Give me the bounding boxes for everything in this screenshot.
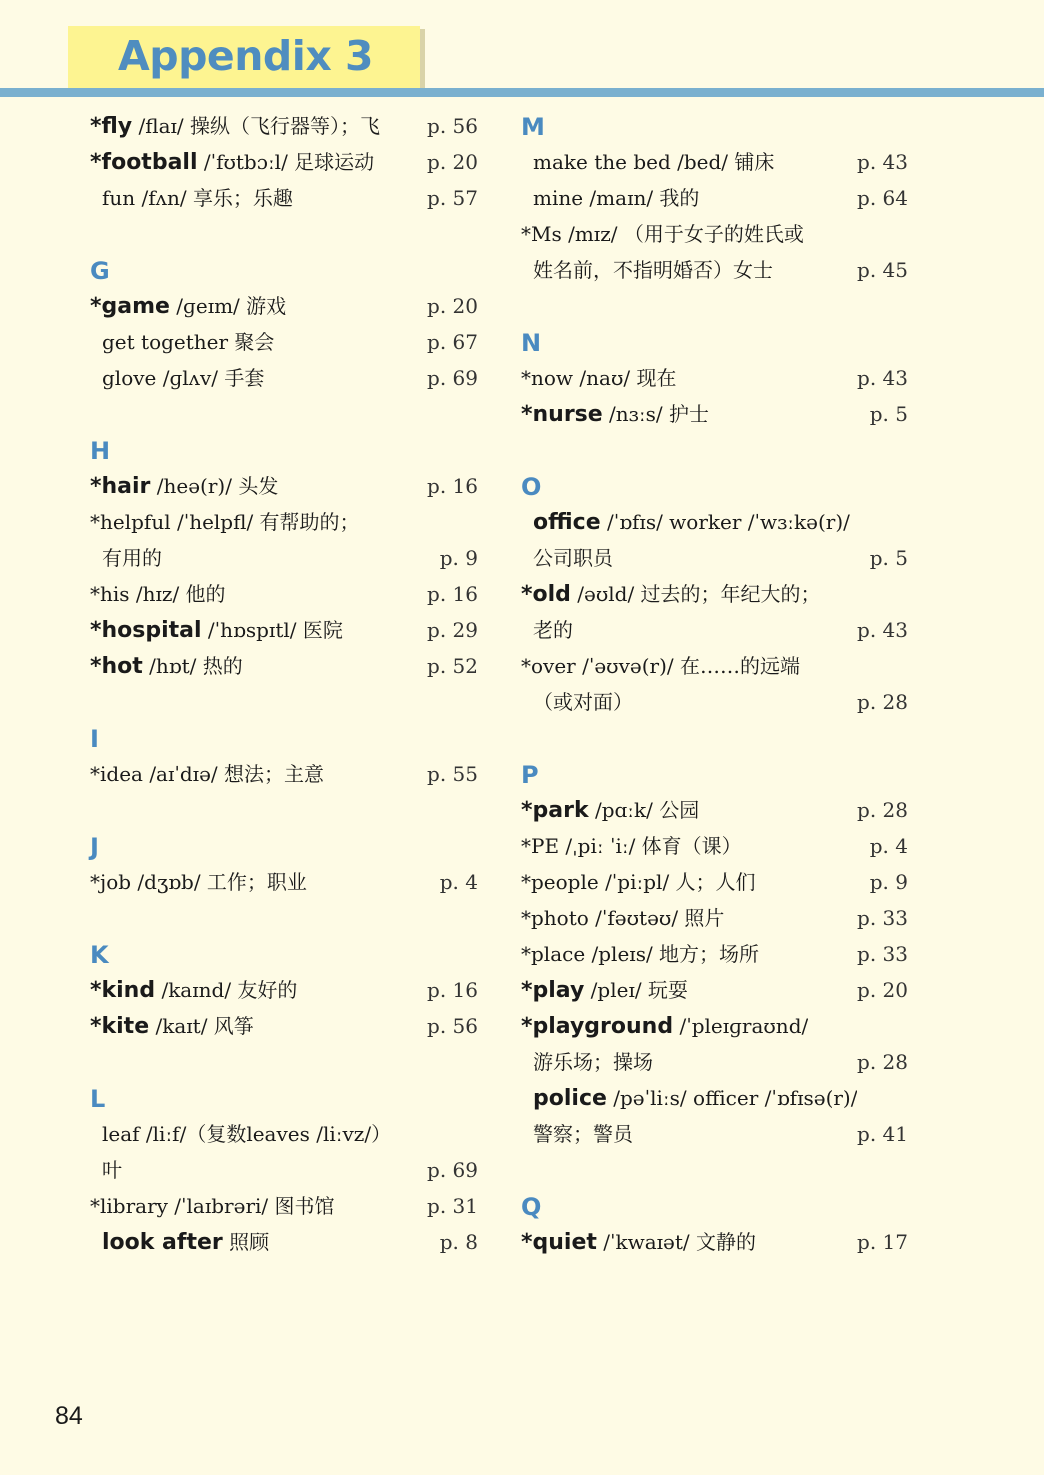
page-reference: p. 43 bbox=[857, 366, 908, 390]
entry-definition: /ˈɒfɪs/ worker /ˈwɜːkə(r)/ bbox=[600, 509, 850, 534]
page-reference: p. 43 bbox=[857, 150, 908, 174]
page-reference: p. 28 bbox=[857, 798, 908, 822]
glossary-entry bbox=[521, 396, 908, 432]
glossary-entry bbox=[90, 576, 478, 612]
entry-text bbox=[521, 360, 676, 396]
page-reference: p. 5 bbox=[869, 546, 908, 570]
headword: *play bbox=[521, 977, 585, 1003]
entry-definition: *people /ˈpiːpl/ 人；人们 bbox=[521, 870, 756, 894]
entry-text bbox=[90, 468, 278, 505]
page-number: 84 bbox=[55, 1402, 83, 1430]
glossary-entry bbox=[90, 144, 478, 180]
entry-definition: *idea /aɪˈdɪə/ 想法；主意 bbox=[90, 762, 325, 786]
entry-definition: /ɡeɪm/ 游戏 bbox=[169, 293, 287, 318]
entry-definition: /ˈhɒspɪtl/ 医院 bbox=[201, 617, 343, 642]
glossary-entry bbox=[521, 180, 908, 216]
entry-text bbox=[90, 612, 343, 649]
glossary-entry bbox=[521, 792, 908, 828]
entry-text bbox=[521, 504, 850, 541]
entry-definition: leaf /liːf/（复数leaves /liːvz/） bbox=[102, 1122, 392, 1146]
glossary-entry bbox=[90, 648, 478, 684]
page-reference: p. 57 bbox=[427, 186, 478, 210]
headword: *hot bbox=[90, 653, 143, 679]
right-column bbox=[521, 108, 908, 1296]
entry-text bbox=[521, 1116, 633, 1152]
entry-definition: 叶 bbox=[102, 1158, 122, 1182]
glossary-entry bbox=[521, 1116, 908, 1152]
page-reference: p. 20 bbox=[427, 150, 478, 174]
page-reference: p. 17 bbox=[857, 1230, 908, 1254]
headword: *playground bbox=[521, 1013, 674, 1039]
entry-text bbox=[521, 1044, 653, 1080]
glossary-entry bbox=[521, 900, 908, 936]
page-reference: p. 67 bbox=[427, 330, 478, 354]
page-reference: p. 9 bbox=[869, 870, 908, 894]
entry-definition: make the bed /bed/ 铺床 bbox=[533, 150, 775, 174]
section-letter: I bbox=[90, 725, 99, 753]
entry-definition: *library /ˈlaɪbrəri/ 图书馆 bbox=[90, 1194, 335, 1218]
entry-text bbox=[90, 180, 293, 216]
entry-text bbox=[90, 360, 264, 396]
entry-definition: glove /ɡlʌv/ 手套 bbox=[102, 366, 265, 390]
entry-definition: /kaɪnd/ 友好的 bbox=[155, 977, 298, 1002]
headword: police bbox=[533, 1085, 607, 1111]
headword: *quiet bbox=[521, 1229, 597, 1255]
entry-definition: 有用的 bbox=[102, 546, 162, 570]
page-title: Appendix 3 bbox=[118, 32, 374, 80]
entry-definition: /pleɪ/ 玩耍 bbox=[584, 977, 688, 1002]
section-letter: G bbox=[90, 257, 110, 285]
entry-text bbox=[521, 216, 804, 252]
glossary-entry bbox=[521, 216, 908, 252]
glossary-entry bbox=[90, 288, 478, 324]
headword: *kite bbox=[90, 1013, 150, 1039]
entry-definition: /ˈfʊtbɔːl/ 足球运动 bbox=[197, 149, 375, 174]
entry-text bbox=[90, 1188, 335, 1224]
section-letter: H bbox=[90, 437, 111, 465]
glossary-entry bbox=[521, 252, 908, 288]
entry-text bbox=[90, 756, 324, 792]
entry-text bbox=[521, 396, 709, 433]
page-reference: p. 5 bbox=[869, 402, 908, 426]
page-reference: p. 16 bbox=[427, 978, 478, 1002]
page-reference: p. 20 bbox=[427, 294, 478, 318]
headword: *hospital bbox=[90, 617, 202, 643]
page-reference: p. 8 bbox=[439, 1230, 478, 1254]
section-letter: J bbox=[90, 833, 99, 861]
glossary-section bbox=[90, 108, 478, 216]
entry-definition: 公司职员 bbox=[533, 546, 613, 570]
glossary-entry bbox=[90, 360, 478, 396]
page-reference: p. 16 bbox=[427, 582, 478, 606]
glossary-entry bbox=[521, 612, 908, 648]
entry-definition: *Ms /mɪz/ （用于女子的姓氏或 bbox=[521, 222, 804, 246]
glossary-entry bbox=[90, 1152, 478, 1188]
page-reference: p. 52 bbox=[427, 654, 478, 678]
glossary-entry bbox=[521, 1044, 908, 1080]
left-column bbox=[90, 108, 478, 1296]
entry-definition: *PE /ˌpiː ˈiː/ 体育（课） bbox=[521, 834, 742, 858]
glossary-entry bbox=[90, 504, 478, 540]
headword: *game bbox=[90, 293, 170, 319]
entry-definition: *helpful /ˈhelpfl/ 有帮助的； bbox=[90, 510, 360, 534]
entry-definition: *now /naʊ/ 现在 bbox=[521, 366, 677, 390]
entry-definition: /əʊld/ 过去的；年纪大的； bbox=[570, 581, 821, 606]
page-reference: p. 28 bbox=[857, 690, 908, 714]
page-reference: p. 16 bbox=[427, 474, 478, 498]
page-reference: p. 4 bbox=[439, 870, 478, 894]
entry-text bbox=[90, 324, 274, 360]
entry-text bbox=[521, 612, 573, 648]
page-reference: p. 56 bbox=[427, 1014, 478, 1038]
entry-text bbox=[90, 144, 374, 181]
entry-text bbox=[521, 900, 724, 936]
entry-text bbox=[521, 936, 759, 972]
headword: *hair bbox=[90, 473, 151, 499]
glossary-entry bbox=[521, 360, 908, 396]
glossary-entry bbox=[90, 180, 478, 216]
glossary-entry bbox=[90, 1188, 478, 1224]
page-reference: p. 31 bbox=[427, 1194, 478, 1218]
entry-definition: 游乐场；操场 bbox=[533, 1050, 653, 1074]
section-letter: M bbox=[521, 113, 545, 141]
glossary-entry bbox=[90, 1224, 478, 1260]
entry-text bbox=[521, 792, 699, 829]
section-letter: K bbox=[90, 941, 109, 969]
glossary-entry bbox=[521, 828, 908, 864]
page-reference: p. 33 bbox=[857, 906, 908, 930]
header-rule bbox=[0, 88, 1044, 97]
entry-text bbox=[90, 540, 162, 576]
headword: look after bbox=[102, 1229, 223, 1255]
entry-definition: 警察；警员 bbox=[533, 1122, 633, 1146]
headword: *fly bbox=[90, 113, 133, 139]
entry-text bbox=[521, 540, 613, 576]
entry-definition: /heə(r)/ 头发 bbox=[150, 473, 279, 498]
page-reference: p. 69 bbox=[427, 366, 478, 390]
glossary-section bbox=[521, 108, 908, 288]
glossary-entry bbox=[521, 864, 908, 900]
entry-definition: /kaɪt/ 风筝 bbox=[149, 1013, 254, 1038]
entry-text bbox=[90, 288, 286, 325]
entry-definition: *job /dʒɒb/ 工作；职业 bbox=[90, 870, 307, 894]
entry-definition: 姓名前，不指明婚否）女士 bbox=[533, 258, 773, 282]
entry-text bbox=[90, 1008, 254, 1045]
page-reference: p. 20 bbox=[857, 978, 908, 1002]
glossary-entry bbox=[90, 540, 478, 576]
entry-definition: /hɒt/ 热的 bbox=[142, 653, 243, 678]
glossary-entry bbox=[90, 756, 478, 792]
entry-definition: *his /hɪz/ 他的 bbox=[90, 582, 226, 606]
entry-definition: 照顾 bbox=[222, 1229, 270, 1254]
glossary-entry bbox=[90, 972, 478, 1008]
section-letter: Q bbox=[521, 1193, 542, 1221]
entry-text bbox=[521, 1224, 756, 1261]
headword: *football bbox=[90, 149, 198, 175]
entry-definition: fun /fʌn/ 享乐；乐趣 bbox=[102, 186, 293, 210]
entry-definition: *photo /ˈfəʊtəʊ/ 照片 bbox=[521, 906, 725, 930]
entry-definition: *place /pleɪs/ 地方；场所 bbox=[521, 942, 760, 966]
entry-text bbox=[90, 108, 380, 145]
entry-text bbox=[521, 1008, 808, 1045]
section-letter: L bbox=[90, 1085, 106, 1113]
glossary-section bbox=[90, 936, 478, 1044]
glossary-section bbox=[90, 432, 478, 684]
entry-definition: mine /maɪn/ 我的 bbox=[533, 186, 700, 210]
entry-text bbox=[521, 576, 821, 613]
glossary-entry bbox=[90, 468, 478, 504]
entry-definition: 老的 bbox=[533, 618, 573, 642]
glossary-entry bbox=[521, 1008, 908, 1044]
glossary-entry bbox=[521, 1080, 908, 1116]
page-reference: p. 56 bbox=[427, 114, 478, 138]
page-reference: p. 28 bbox=[857, 1050, 908, 1074]
entry-definition: /ˈkwaɪət/ 文静的 bbox=[596, 1229, 757, 1254]
entry-text bbox=[90, 864, 307, 900]
glossary-entry bbox=[521, 144, 908, 180]
page-reference: p. 69 bbox=[427, 1158, 478, 1182]
glossary-entry bbox=[521, 576, 908, 612]
headword: *park bbox=[521, 797, 589, 823]
entry-definition: /flaɪ/ 操纵（飞行器等）；飞 bbox=[132, 113, 381, 138]
headword: *old bbox=[521, 581, 571, 607]
page-reference: p. 29 bbox=[427, 618, 478, 642]
entry-text bbox=[521, 180, 699, 216]
entry-definition: *over /ˈəʊvə(r)/ 在……的远端 bbox=[521, 654, 800, 678]
entry-text bbox=[521, 972, 688, 1009]
page-reference: p. 9 bbox=[439, 546, 478, 570]
glossary-section bbox=[90, 828, 478, 900]
entry-definition: /pɑːk/ 公园 bbox=[588, 797, 700, 822]
headword: office bbox=[533, 509, 601, 535]
glossary-entry bbox=[521, 648, 908, 684]
glossary-section bbox=[90, 1080, 478, 1260]
glossary-entry bbox=[90, 612, 478, 648]
section-letter: P bbox=[521, 761, 539, 789]
entry-text bbox=[521, 144, 774, 180]
entry-text bbox=[521, 648, 800, 684]
page-reference: p. 33 bbox=[857, 942, 908, 966]
entry-text bbox=[90, 1224, 269, 1261]
entry-text bbox=[90, 648, 243, 685]
glossary-section bbox=[90, 720, 478, 792]
entry-text bbox=[521, 1080, 857, 1117]
section-letter: O bbox=[521, 473, 542, 501]
entry-text bbox=[521, 684, 633, 720]
entry-text bbox=[521, 864, 756, 900]
page-reference: p. 45 bbox=[857, 258, 908, 282]
entry-text bbox=[521, 252, 773, 288]
entry-definition: /ˈpleɪɡraʊnd/ bbox=[673, 1013, 809, 1038]
page-reference: p. 4 bbox=[869, 834, 908, 858]
headword: *nurse bbox=[521, 401, 603, 427]
entry-definition: （或对面） bbox=[533, 690, 633, 714]
entry-definition: get together 聚会 bbox=[102, 330, 275, 354]
section-letter: N bbox=[521, 329, 542, 357]
glossary-section bbox=[521, 324, 908, 432]
glossary-entry bbox=[90, 324, 478, 360]
glossary-section bbox=[521, 756, 908, 1152]
glossary-entry bbox=[521, 684, 908, 720]
page-reference: p. 43 bbox=[857, 618, 908, 642]
glossary-entry bbox=[90, 864, 478, 900]
entry-text bbox=[90, 1152, 122, 1188]
glossary-entry bbox=[521, 504, 908, 540]
entry-definition: /pəˈliːs/ officer /ˈɒfɪsə(r)/ bbox=[606, 1085, 858, 1110]
entry-text bbox=[90, 576, 226, 612]
glossary-entry bbox=[90, 108, 478, 144]
glossary-entry bbox=[521, 936, 908, 972]
entry-text bbox=[90, 1116, 391, 1152]
page-reference: p. 55 bbox=[427, 762, 478, 786]
entry-text bbox=[90, 504, 360, 540]
glossary-section bbox=[90, 252, 478, 396]
entry-definition: /nɜːs/ 护士 bbox=[602, 401, 709, 426]
glossary-entry bbox=[90, 1116, 478, 1152]
glossary-entry bbox=[521, 972, 908, 1008]
headword: *kind bbox=[90, 977, 156, 1003]
page-reference: p. 64 bbox=[857, 186, 908, 210]
glossary-section bbox=[521, 1188, 908, 1260]
glossary-entry bbox=[521, 540, 908, 576]
glossary-entry bbox=[521, 1224, 908, 1260]
glossary-entry bbox=[90, 1008, 478, 1044]
glossary-section bbox=[521, 468, 908, 720]
entry-text bbox=[90, 972, 297, 1009]
page-reference: p. 41 bbox=[857, 1122, 908, 1146]
entry-text bbox=[521, 828, 742, 864]
